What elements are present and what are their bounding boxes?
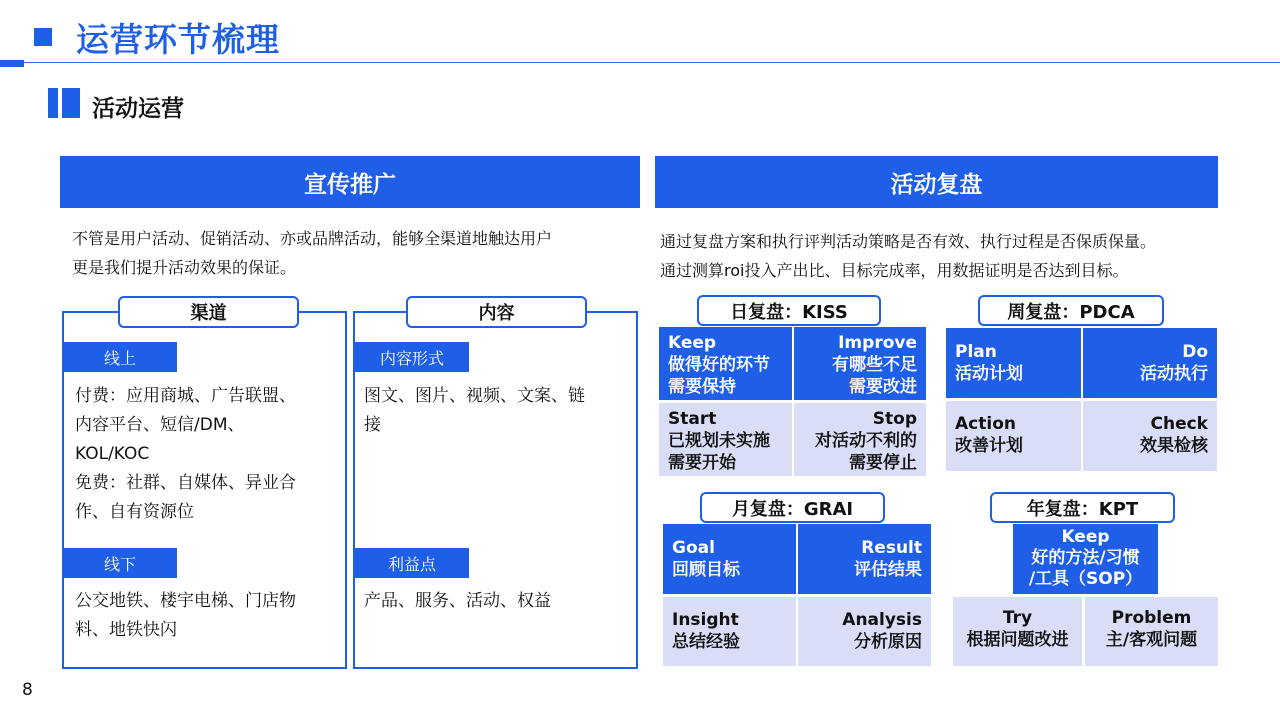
content-forms [364,382,634,440]
text-line: 免费：社群、自媒体、异业合 [75,473,296,493]
desc-line: 通过测算roi投入产出比、目标完成率，用数据证明是否达到目标。 [660,261,1129,280]
divider-accent [0,60,24,67]
pdca-plan-cell: Plan 活动计划 [946,328,1081,398]
section-bar-icon [48,88,58,118]
text-line: 图文、图片、视频、文案、链 [364,386,585,406]
desc-line: 不管是用户活动、促销活动、亦或品牌活动，能够全渠道地触达用户 [72,229,553,248]
offline-channels [75,587,343,645]
title-divider [0,62,1280,63]
pdca-action-cell: Action 改善计划 [946,401,1081,471]
page-title: 运营环节梳理 [76,20,280,59]
content-tab: 内容 [406,296,587,328]
pdca-do-cell: Do 活动执行 [1083,328,1217,398]
desc-line: 通过复盘方案和执行评判活动策略是否有效、执行过程是否保质保量。 [660,232,1157,251]
text-line: 接 [364,415,381,435]
kpt-keep-cell: Keep 好的方法/习惯 /工具（SOP） [1013,524,1158,594]
channel-tab: 渠道 [118,296,299,328]
grai-analysis-cell: Analysis 分析原因 [798,597,931,666]
section-title: 活动运营 [92,96,184,122]
kiss-start-cell: Start 已规划未实施 需要开始 [659,403,792,476]
kpt-problem-cell: Problem 主/客观问题 [1085,597,1218,666]
text-line: 内容平台、短信/DM、 [75,415,245,435]
benefit-tag: 利益点 [355,548,469,578]
text-line: 作、自有资源位 [75,502,194,522]
yearly-review-tab: 年复盘：KPT [990,492,1175,523]
daily-review-tab: 日复盘：KISS [697,295,881,326]
text-line: 付费：应用商城、广告联盟、 [75,386,296,406]
weekly-review-tab: 周复盘：PDCA [978,295,1164,326]
pdca-check-cell: Check 效果检核 [1083,401,1217,471]
section-bar-icon [62,88,80,118]
title-bullet-icon [34,28,52,46]
kiss-keep-cell: Keep 做得好的环节 需要保持 [659,327,792,400]
grai-goal-cell: Goal 回顾目标 [663,524,796,594]
page-number: 8 [22,680,33,700]
content-form-tag: 内容形式 [355,342,469,372]
kiss-improve-cell: Improve 有哪些不足 需要改进 [794,327,926,400]
review-description [660,227,1260,285]
online-channels [75,382,343,527]
review-banner: 活动复盘 [655,156,1218,208]
benefit-points [364,587,634,616]
text-line: KOL/KOC [75,444,150,464]
kiss-stop-cell: Stop 对活动不利的 需要停止 [794,403,926,476]
text-line: 公交地铁、楼宇电梯、门店物 [75,591,296,611]
text-line: 料、地铁快闪 [75,620,177,640]
offline-tag: 线下 [63,548,177,578]
kpt-try-cell: Try 根据问题改进 [953,597,1082,666]
grai-insight-cell: Insight 总结经验 [663,597,796,666]
promotion-banner: 宣传推广 [60,156,640,208]
grai-result-cell: Result 评估结果 [798,524,931,594]
online-tag: 线上 [63,342,177,372]
promotion-description [72,224,642,282]
monthly-review-tab: 月复盘：GRAI [700,492,885,523]
desc-line: 更是我们提升活动效果的保证。 [72,258,297,277]
text-line: 产品、服务、活动、权益 [364,591,551,611]
